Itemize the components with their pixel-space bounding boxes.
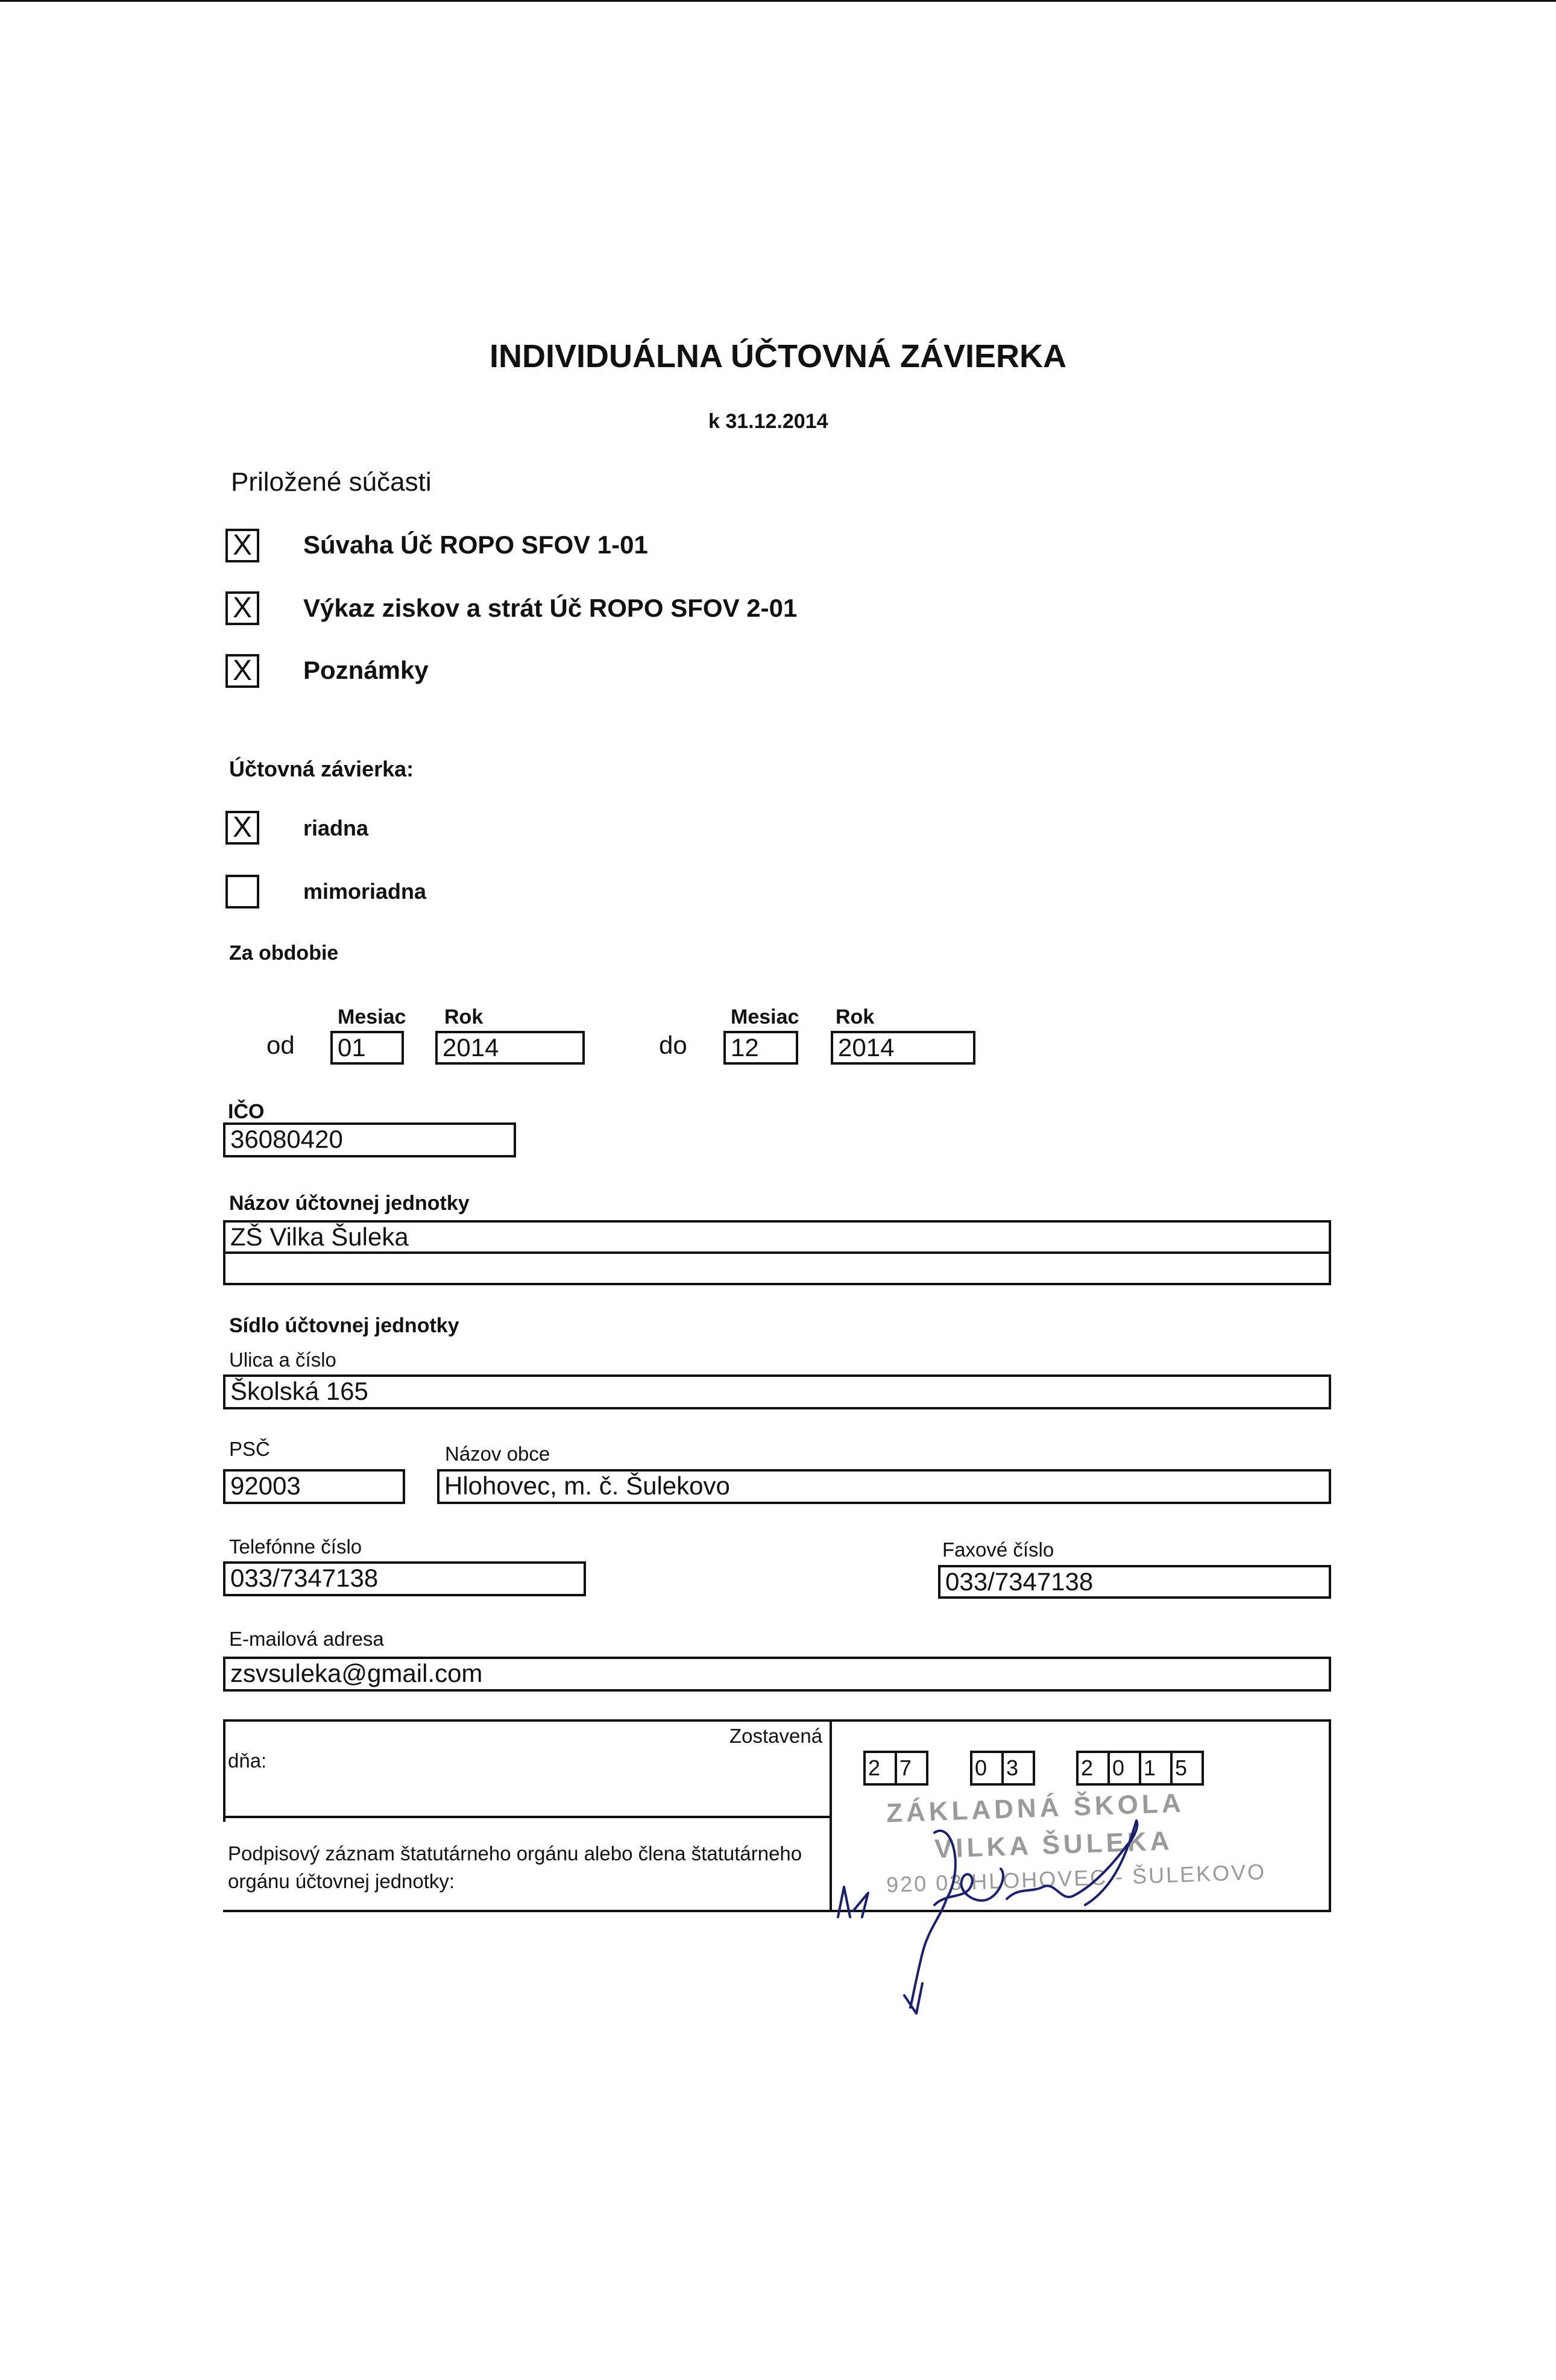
period-heading: Za obdobie <box>229 942 339 965</box>
street-label: Ulica a číslo <box>229 1349 336 1371</box>
to-year-field[interactable]: 2014 <box>831 1031 975 1065</box>
entity-name-line2[interactable] <box>223 1251 1331 1285</box>
month-digit-1[interactable]: 0 <box>970 1751 1004 1786</box>
compiled-table-row-line <box>223 1816 830 1818</box>
day-digit-1[interactable]: 2 <box>863 1751 897 1786</box>
stamp-line3: 920 03 HLOHOVEC - ŠULEKOVO <box>886 1859 1267 1897</box>
checkbox-notes-label: Poznámky <box>303 656 429 684</box>
checkbox-notes[interactable]: X <box>225 654 259 688</box>
psc-label: PSČ <box>229 1438 270 1460</box>
attachments-heading: Priložené súčasti <box>231 467 432 497</box>
address-heading: Sídlo účtovnej jednotky <box>229 1314 459 1337</box>
fax-field[interactable]: 033/7347138 <box>938 1565 1331 1599</box>
to-year-label: Rok <box>836 1006 875 1028</box>
ico-label: IČO <box>228 1100 265 1123</box>
email-field[interactable]: zsvsuleka@gmail.com <box>223 1657 1331 1692</box>
closing-type-heading: Účtovná závierka: <box>229 757 414 781</box>
entity-name-label: Názov účtovnej jednotky <box>229 1192 470 1215</box>
checkbox-balance-sheet-label: Súvaha Úč ROPO SFOV 1-01 <box>303 530 648 559</box>
stamp-line2: VILKA ŠULEKA <box>934 1826 1174 1864</box>
from-year-label: Rok <box>444 1006 483 1028</box>
city-label: Názov obce <box>445 1443 550 1465</box>
fax-label: Faxové číslo <box>942 1538 1054 1561</box>
compiled-table-left-edge <box>223 1719 225 1822</box>
from-label: od <box>266 1031 295 1059</box>
checkbox-balance-sheet[interactable]: X <box>225 529 259 562</box>
year-digit-1[interactable]: 2 <box>1076 1751 1110 1786</box>
signature-label: Podpisový záznam štatutárneho orgánu alebo člena štatutárneho orgánu účtovnej jednotky: <box>228 1842 802 1892</box>
street-field[interactable]: Školská 165 <box>223 1374 1331 1409</box>
to-month-label: Mesiac <box>731 1006 799 1028</box>
email-label: E-mailová adresa <box>229 1628 384 1650</box>
to-month-field[interactable]: 12 <box>723 1031 798 1065</box>
month-digit-2[interactable]: 3 <box>1001 1751 1035 1786</box>
page-top-border <box>0 0 1556 2</box>
checkbox-profit-loss-label: Výkaz ziskov a strát Úč ROPO SFOV 2-01 <box>303 594 798 622</box>
handwritten-signature <box>826 1796 1200 2026</box>
ico-field[interactable]: 36080420 <box>223 1122 516 1157</box>
closing-date: k 31.12.2014 <box>708 410 828 433</box>
day-digit-2[interactable]: 7 <box>895 1751 928 1786</box>
from-year-field[interactable]: 2014 <box>435 1031 585 1065</box>
checkbox-extraordinary[interactable] <box>225 875 259 908</box>
checkbox-regular[interactable]: X <box>225 811 259 845</box>
psc-field[interactable]: 92003 <box>223 1469 405 1504</box>
phone-label: Telefónne číslo <box>229 1535 362 1558</box>
from-month-field[interactable]: 01 <box>330 1031 404 1065</box>
stamp-line1: ZÁKLADNÁ ŠKOLA <box>886 1788 1185 1828</box>
checkbox-extraordinary-label: mimoriadna <box>303 879 427 904</box>
year-digit-2[interactable]: 0 <box>1107 1751 1141 1786</box>
document-title: INDIVIDUÁLNA ÚČTOVNÁ ZÁVIERKA <box>489 338 1067 374</box>
compiled-label: Zostavená <box>729 1725 823 1747</box>
year-digit-3[interactable]: 1 <box>1139 1751 1173 1786</box>
checkbox-profit-loss[interactable]: X <box>225 591 259 625</box>
entity-name-line1[interactable]: ZŠ Vilka Šuleka <box>223 1220 1331 1254</box>
from-month-label: Mesiac <box>338 1006 406 1028</box>
compiled-day-label: dňa: <box>228 1749 267 1772</box>
phone-field[interactable]: 033/7347138 <box>223 1561 586 1596</box>
checkbox-regular-label: riadna <box>303 816 369 840</box>
year-digit-4[interactable]: 5 <box>1170 1751 1204 1786</box>
city-field[interactable]: Hlohovec, m. č. Šulekovo <box>437 1469 1331 1504</box>
to-label: do <box>659 1031 687 1059</box>
